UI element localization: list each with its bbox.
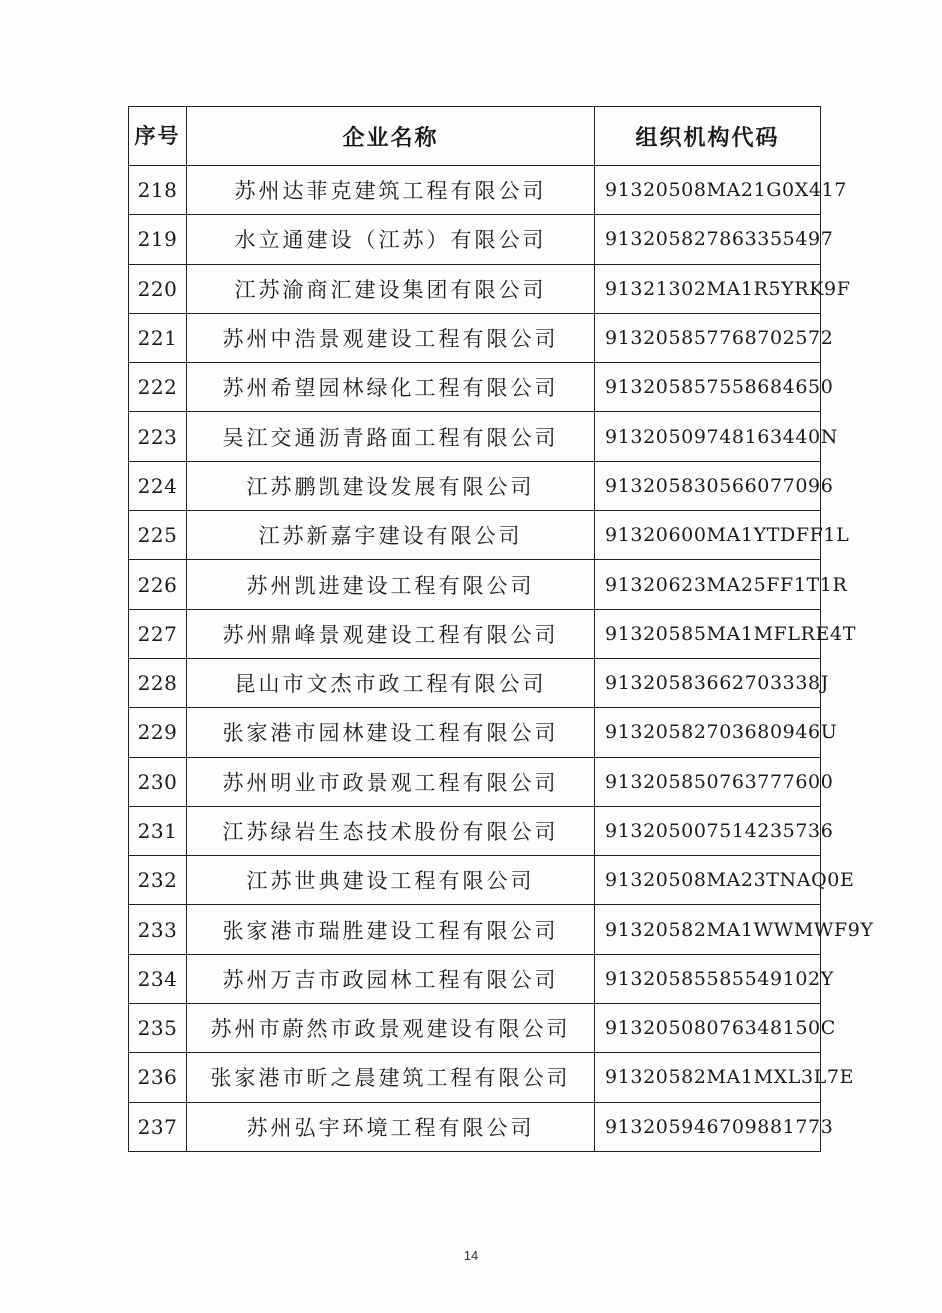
table-body — [129, 166, 874, 1152]
row-organization-code: 913205857768702572 — [595, 313, 821, 362]
row-organization-code: 91320582MA1WWMWF9Y — [595, 905, 821, 954]
row-serial-number: 229 — [129, 708, 187, 757]
row-serial-number: 233 — [129, 905, 187, 954]
table-row — [129, 511, 821, 560]
header-company-name: 企业名称 — [187, 107, 595, 166]
header-organization-code: 组织机构代码 — [595, 107, 821, 166]
row-organization-code: 913205946709881773 — [595, 1102, 821, 1151]
table-row — [129, 461, 821, 510]
row-serial-number: 230 — [129, 757, 187, 806]
row-company-name: 苏州希望园林绿化工程有限公司 — [187, 363, 595, 412]
table-row — [129, 412, 821, 461]
row-company-name: 张家港市昕之晨建筑工程有限公司 — [187, 1053, 595, 1102]
page-number: 14 — [463, 1248, 479, 1263]
row-serial-number: 237 — [129, 1102, 187, 1151]
row-company-name: 江苏新嘉宇建设有限公司 — [187, 511, 595, 560]
row-company-name: 苏州弘宇环境工程有限公司 — [187, 1102, 595, 1151]
table-row — [129, 806, 821, 855]
header-serial-number: 序号 — [129, 107, 187, 166]
row-company-name: 张家港市园林建设工程有限公司 — [187, 708, 595, 757]
row-organization-code: 91321302MA1R5YRK9F — [595, 264, 821, 313]
row-serial-number: 232 — [129, 856, 187, 905]
row-organization-code: 91320585585549102Y — [595, 954, 821, 1003]
table-row — [129, 1053, 821, 1102]
row-company-name: 水立通建设（江苏）有限公司 — [187, 215, 595, 264]
table-row — [129, 560, 821, 609]
header-row — [129, 107, 821, 166]
row-company-name: 苏州凯进建设工程有限公司 — [187, 560, 595, 609]
row-organization-code: 91320508076348150C — [595, 1004, 821, 1053]
row-serial-number: 219 — [129, 215, 187, 264]
row-organization-code: 91320509748163440N — [595, 412, 821, 461]
row-organization-code: 913205827863355497 — [595, 215, 821, 264]
row-organization-code: 91320600MA1YTDFF1L — [595, 511, 821, 560]
row-company-name: 苏州明业市政景观工程有限公司 — [187, 757, 595, 806]
row-serial-number: 228 — [129, 658, 187, 707]
row-serial-number: 225 — [129, 511, 187, 560]
row-organization-code: 91320582703680946U — [595, 708, 821, 757]
row-serial-number: 224 — [129, 461, 187, 510]
row-organization-code: 91320583662703338J — [595, 658, 821, 707]
table-row — [129, 856, 821, 905]
row-company-name: 吴江交通沥青路面工程有限公司 — [187, 412, 595, 461]
table-row — [129, 264, 821, 313]
table-row — [129, 215, 821, 264]
row-serial-number: 231 — [129, 806, 187, 855]
enterprise-table — [128, 106, 874, 1152]
row-company-name: 苏州万吉市政园林工程有限公司 — [187, 954, 595, 1003]
table-row — [129, 166, 821, 215]
row-organization-code: 913205830566077096 — [595, 461, 821, 510]
row-company-name: 张家港市瑞胜建设工程有限公司 — [187, 905, 595, 954]
row-company-name: 苏州市蔚然市政景观建设有限公司 — [187, 1004, 595, 1053]
table-row — [129, 905, 821, 954]
row-company-name: 江苏绿岩生态技术股份有限公司 — [187, 806, 595, 855]
row-serial-number: 223 — [129, 412, 187, 461]
table-header — [129, 107, 821, 166]
table-row — [129, 609, 821, 658]
row-serial-number: 226 — [129, 560, 187, 609]
row-company-name: 江苏世典建设工程有限公司 — [187, 856, 595, 905]
table-row — [129, 1004, 821, 1053]
table-row — [129, 1102, 821, 1151]
row-organization-code: 913205850763777600 — [595, 757, 821, 806]
row-organization-code: 91320508MA23TNAQ0E — [595, 856, 821, 905]
row-serial-number: 220 — [129, 264, 187, 313]
row-organization-code: 91320508MA21G0X417 — [595, 166, 821, 215]
table-row — [129, 708, 821, 757]
row-organization-code: 91320623MA25FF1T1R — [595, 560, 821, 609]
table-row — [129, 363, 821, 412]
row-company-name: 江苏渝商汇建设集团有限公司 — [187, 264, 595, 313]
row-serial-number: 236 — [129, 1053, 187, 1102]
row-serial-number: 221 — [129, 313, 187, 362]
row-serial-number: 234 — [129, 954, 187, 1003]
row-company-name: 苏州达菲克建筑工程有限公司 — [187, 166, 595, 215]
table-row — [129, 954, 821, 1003]
row-serial-number: 227 — [129, 609, 187, 658]
row-organization-code: 91320582MA1MXL3L7E — [595, 1053, 821, 1102]
row-organization-code: 91320585MA1MFLRE4T — [595, 609, 821, 658]
row-company-name: 昆山市文杰市政工程有限公司 — [187, 658, 595, 707]
row-company-name: 苏州鼎峰景观建设工程有限公司 — [187, 609, 595, 658]
table-row — [129, 757, 821, 806]
row-serial-number: 218 — [129, 166, 187, 215]
row-company-name: 苏州中浩景观建设工程有限公司 — [187, 313, 595, 362]
row-serial-number: 235 — [129, 1004, 187, 1053]
table-row — [129, 313, 821, 362]
row-serial-number: 222 — [129, 363, 187, 412]
row-company-name: 江苏鹏凯建设发展有限公司 — [187, 461, 595, 510]
row-organization-code: 913205857558684650 — [595, 363, 821, 412]
row-organization-code: 913205007514235736 — [595, 806, 821, 855]
table-row — [129, 658, 821, 707]
